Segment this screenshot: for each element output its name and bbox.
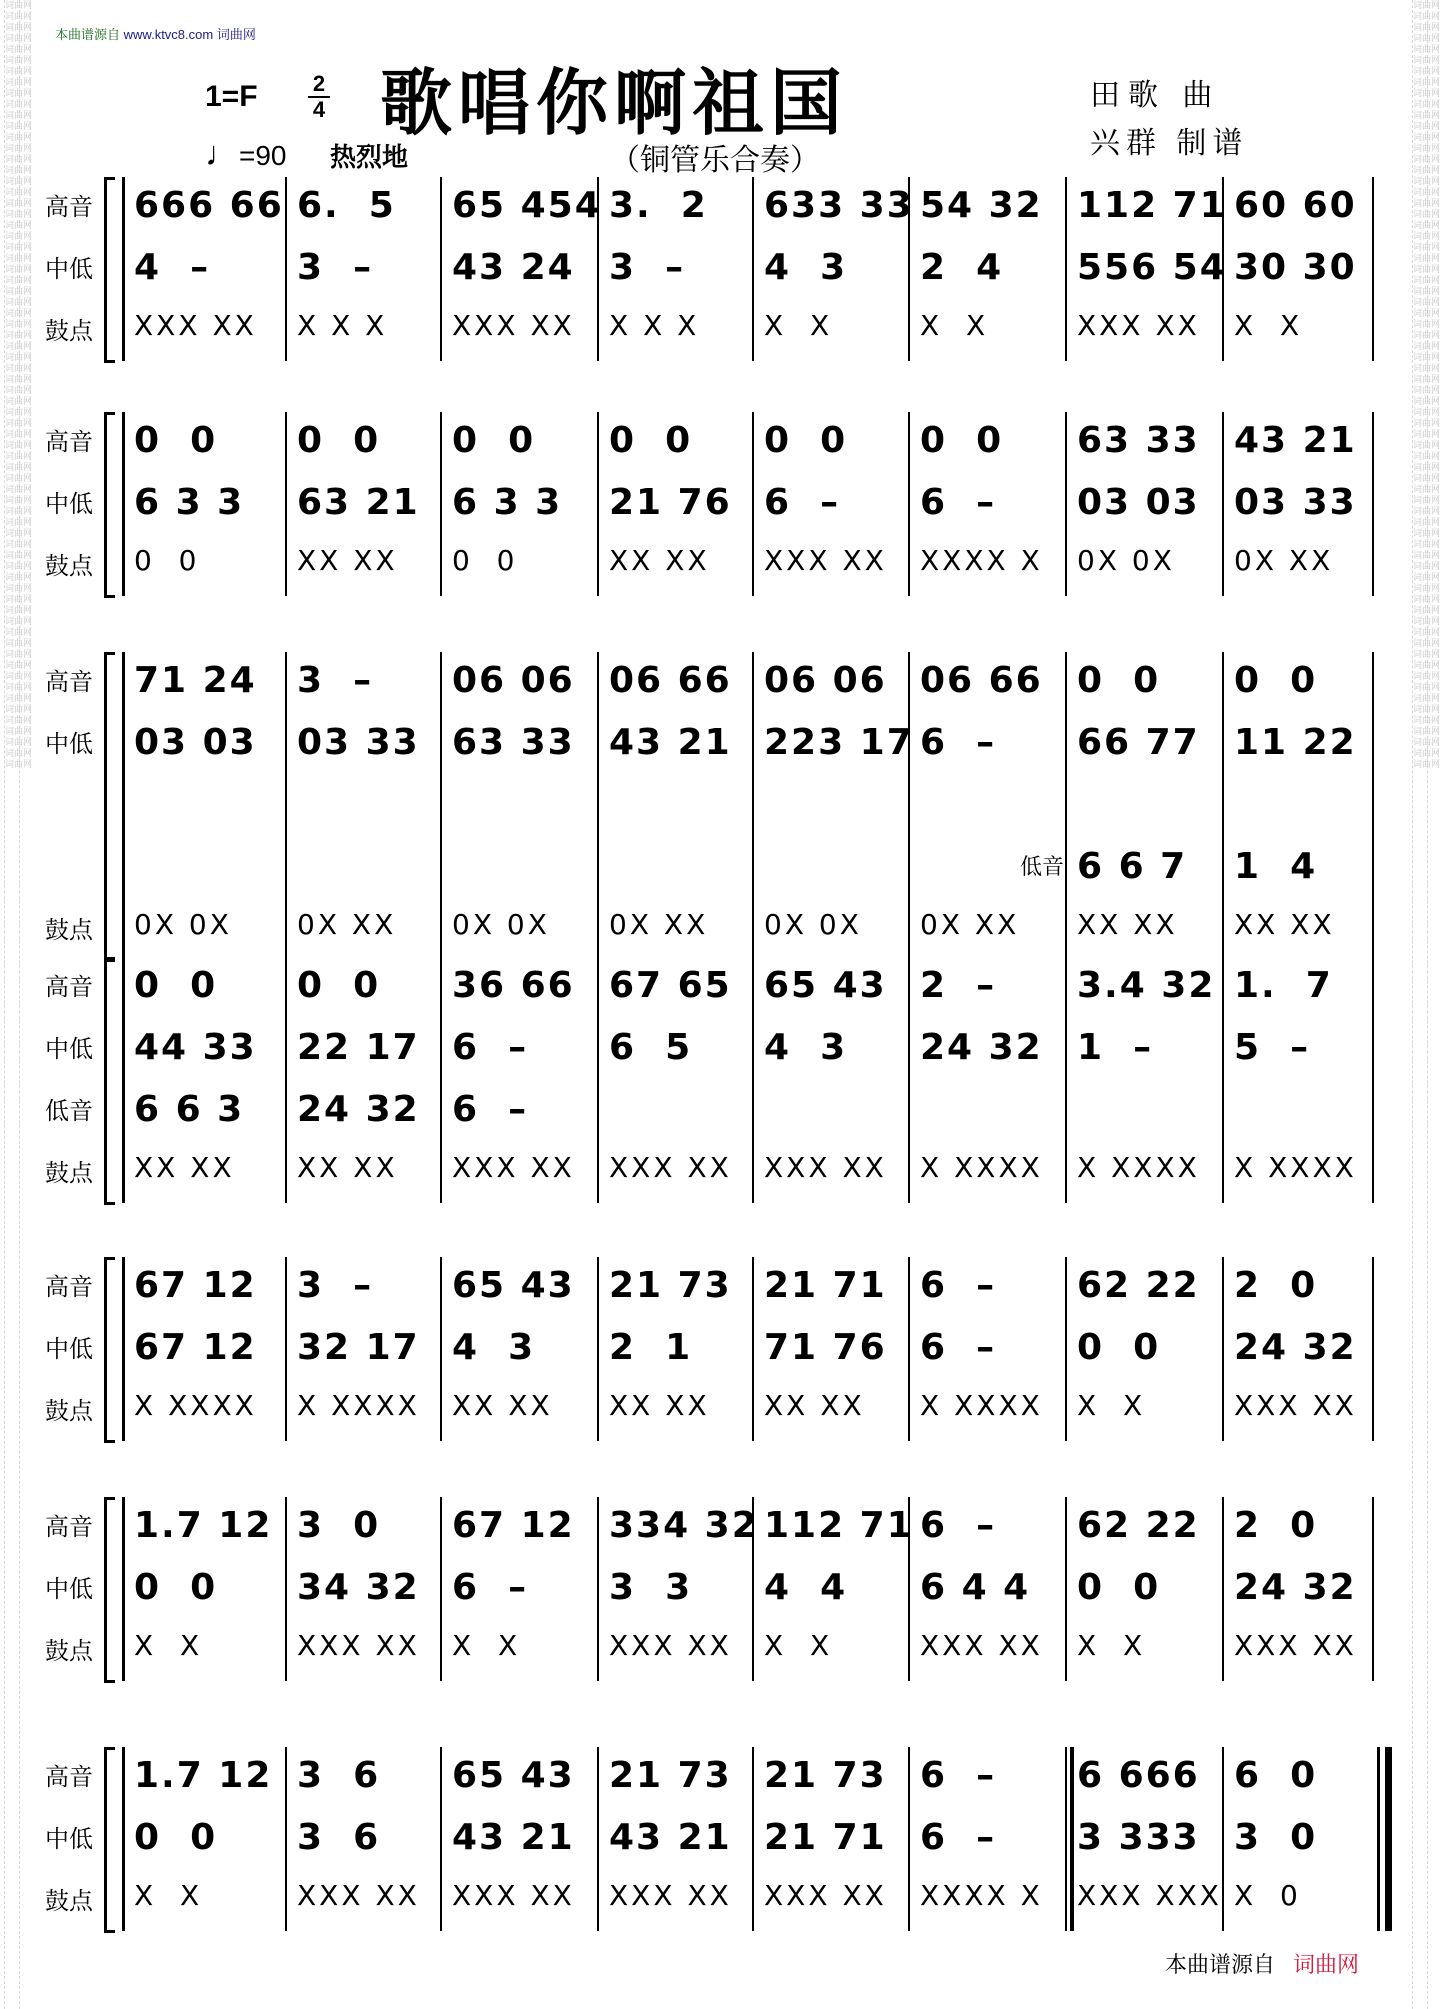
barline <box>752 957 754 1203</box>
score-title: 歌唱你啊祖国 <box>380 60 849 145</box>
measure-midlow: 24 32 <box>920 1027 1043 1068</box>
measure-high: 1.7 12 <box>134 1505 273 1546</box>
measure-midlow: 556 54 <box>1077 247 1227 288</box>
measure-midlow: 43 21 <box>609 722 732 763</box>
row-label-drum: 鼓点 <box>45 1160 93 1187</box>
measure-high: 63 33 <box>1077 420 1200 461</box>
measure-drum: XXX XX <box>764 1879 887 1912</box>
score-system <box>0 1755 1433 1931</box>
measure-drum: XXX XXX <box>1077 1879 1222 1912</box>
composer-credit: 田歌 曲 <box>1090 79 1221 112</box>
barline <box>1065 177 1067 361</box>
measure-drum: X XXXX <box>1077 1151 1200 1184</box>
barline <box>597 1747 599 1931</box>
barline <box>1065 652 1067 960</box>
barline <box>440 1497 442 1681</box>
barline <box>440 1747 442 1931</box>
measure-midlow: 4 – <box>134 247 211 288</box>
row-label-drum: 鼓点 <box>45 1888 93 1915</box>
measure-drum: XXXX X <box>920 1879 1043 1912</box>
barline <box>1065 1747 1067 1931</box>
bottom-source-site: 词曲网 <box>1293 1952 1360 1977</box>
measure-midlow: 66 77 <box>1077 722 1200 763</box>
barline <box>597 652 599 960</box>
barline <box>752 652 754 960</box>
measure-drum: XXX XX <box>1234 1389 1357 1422</box>
measure-high: 6. 5 <box>297 185 396 226</box>
barline <box>285 1497 287 1681</box>
measure-high: 112 71 <box>1077 185 1227 226</box>
score-system <box>0 965 1433 1203</box>
measure-midlow: 2 4 <box>920 247 1004 288</box>
measure-midlow: 6 5 <box>609 1027 693 1068</box>
barline <box>597 412 599 596</box>
measure-drum: XXX XX <box>134 309 257 342</box>
measure-drum: X X <box>134 1629 203 1662</box>
measure-drum: XX XX <box>452 1389 553 1422</box>
barline <box>1222 1257 1224 1441</box>
barline <box>1222 957 1224 1203</box>
measure-high: 0 0 <box>1234 660 1318 701</box>
final-barline-thick <box>1385 1747 1392 1931</box>
system-bracket <box>104 412 115 598</box>
row-label-midlow: 中低 <box>45 1826 93 1853</box>
measure-midlow: 44 33 <box>134 1027 257 1068</box>
top-source-watermark <box>55 24 256 43</box>
measure-drum: XXX XX <box>609 1151 732 1184</box>
measure-midlow: 6 – <box>920 1327 997 1368</box>
measure-drum: X XXXX <box>134 1389 257 1422</box>
final-barline-thin <box>1377 1747 1380 1931</box>
measure-drum: XXX XX <box>452 309 575 342</box>
expression-marking: 热烈地 <box>330 142 409 172</box>
system-start-line <box>122 957 125 1203</box>
measure-drum: 0 0 <box>452 544 518 577</box>
measure-midlow: 3 – <box>609 247 686 288</box>
measure-midlow: 71 76 <box>764 1327 887 1368</box>
measure-drum: 0X XX <box>920 908 1020 941</box>
measure-midlow: 3 333 <box>1077 1817 1200 1858</box>
measure-drum: 0X XX <box>297 908 397 941</box>
measure-midlow: 6 3 3 <box>452 482 563 523</box>
measure-midlow: 63 21 <box>297 482 420 523</box>
row-label-midlow: 中低 <box>45 1036 93 1063</box>
measure-drum: X X X <box>297 309 388 342</box>
measure-midlow: 6 – <box>920 1817 997 1858</box>
measure-bass: 24 32 <box>297 1089 420 1130</box>
barline <box>285 1257 287 1441</box>
measure-high: 0 0 <box>452 420 536 461</box>
measure-high: 334 32 <box>609 1505 759 1546</box>
score-subtitle: （铜管乐合奏） <box>610 144 820 177</box>
measure-high: 67 12 <box>134 1265 257 1306</box>
measure-midlow: 67 12 <box>134 1327 257 1368</box>
measure-drum: XXX XX <box>609 1629 732 1662</box>
measure-bass: 6 6 3 <box>134 1089 245 1130</box>
barline <box>908 957 910 1203</box>
measure-high: 0 0 <box>764 420 848 461</box>
measure-midlow: 03 33 <box>1234 482 1357 523</box>
measure-midlow: 43 21 <box>609 1817 732 1858</box>
measure-midlow: 4 3 <box>764 1027 848 1068</box>
measure-drum: XX XX <box>609 1389 710 1422</box>
measure-drum: X XXXX <box>920 1389 1043 1422</box>
barline <box>1065 1257 1067 1441</box>
row-label-drum: 鼓点 <box>45 917 93 944</box>
measure-high: 62 22 <box>1077 1505 1200 1546</box>
score-system <box>0 420 1433 596</box>
system-bracket <box>104 1497 115 1683</box>
measure-bass: 1 4 <box>1234 846 1318 887</box>
barline <box>752 1747 754 1931</box>
measure-drum: XX XX <box>297 1151 398 1184</box>
measure-midlow: 5 – <box>1234 1027 1311 1068</box>
measure-midlow: 43 24 <box>452 247 575 288</box>
measure-drum: X XXXX <box>297 1389 420 1422</box>
tempo-marking <box>205 135 287 174</box>
measure-high: 1. 7 <box>1234 965 1333 1006</box>
barline <box>285 177 287 361</box>
measure-drum: 0X XX <box>609 908 709 941</box>
measure-midlow: 30 30 <box>1234 247 1357 288</box>
barline <box>1372 652 1374 960</box>
barline <box>440 957 442 1203</box>
measure-drum: X X <box>1077 1389 1146 1422</box>
measure-drum: XXX XX <box>920 1629 1043 1662</box>
measure-drum: XX XX <box>1077 908 1178 941</box>
measure-high: 06 66 <box>920 660 1043 701</box>
barline <box>1065 1497 1067 1681</box>
time-signature <box>308 72 330 122</box>
bottom-source-watermark <box>1165 1948 1359 1979</box>
measure-drum: XXX XX <box>1234 1629 1357 1662</box>
system-start-line <box>122 652 125 960</box>
measure-midlow: 03 03 <box>134 722 257 763</box>
system-bracket <box>104 177 115 363</box>
barline <box>1372 1257 1374 1441</box>
barline <box>440 1257 442 1441</box>
measure-midlow: 11 22 <box>1234 722 1357 763</box>
barline <box>908 652 910 960</box>
measure-drum: X X <box>1234 309 1303 342</box>
score-system <box>0 660 1433 960</box>
measure-drum: X X <box>1077 1629 1146 1662</box>
measure-midlow: 6 – <box>764 482 841 523</box>
measure-drum: XXX XX <box>452 1151 575 1184</box>
barline <box>908 412 910 596</box>
row-label-midlow: 中低 <box>45 731 93 758</box>
measure-drum: XXX XX <box>452 1879 575 1912</box>
measure-high: 3 – <box>297 660 374 701</box>
measure-midlow: 6 – <box>452 1567 529 1608</box>
barline <box>1372 412 1374 596</box>
measure-drum: X X <box>764 1629 833 1662</box>
measure-high: 6 – <box>920 1755 997 1796</box>
measure-high: 0 0 <box>920 420 1004 461</box>
barline <box>752 177 754 361</box>
measure-high: 67 65 <box>609 965 732 1006</box>
time-signature-top: 2 <box>312 71 326 96</box>
barline <box>597 1497 599 1681</box>
quarter-note-icon: ♩ <box>205 135 239 173</box>
row-label-midlow: 中低 <box>45 491 93 518</box>
measure-midlow: 0 0 <box>134 1817 218 1858</box>
key-signature: 1=F <box>205 80 258 113</box>
measure-midlow: 4 3 <box>764 247 848 288</box>
measure-high: 06 06 <box>764 660 887 701</box>
measure-high: 6 666 <box>1077 1755 1200 1796</box>
row-label-high: 高音 <box>45 194 93 221</box>
measure-drum: X 0 <box>1234 1879 1301 1912</box>
system-start-line <box>122 177 125 361</box>
measure-high: 112 71 <box>764 1505 914 1546</box>
measure-high: 633 33 <box>764 185 914 226</box>
measure-bass: 6 6 7 <box>1077 846 1188 887</box>
measure-drum: XXX XX <box>297 1879 420 1912</box>
measure-midlow: 0 0 <box>1077 1327 1161 1368</box>
measure-high: 67 12 <box>452 1505 575 1546</box>
barline <box>597 957 599 1203</box>
barline <box>1372 957 1374 1203</box>
measure-high: 6 0 <box>1234 1755 1318 1796</box>
barline <box>1222 412 1224 596</box>
system-bracket <box>104 957 115 1205</box>
tempo-value: =90 <box>239 140 287 171</box>
measure-drum: 0X XX <box>1234 544 1334 577</box>
measure-drum: XXX XX <box>297 1629 420 1662</box>
row-label-bass: 低音 <box>45 1098 93 1125</box>
measure-high: 06 06 <box>452 660 575 701</box>
measure-midlow: 3 – <box>297 247 374 288</box>
measure-drum: XX XX <box>1234 908 1335 941</box>
measure-drum: X X X <box>609 309 700 342</box>
barline <box>1222 1747 1224 1931</box>
row-label-midlow: 中低 <box>45 1576 93 1603</box>
row-label-midlow: 中低 <box>45 256 93 283</box>
measure-midlow: 03 03 <box>1077 482 1200 523</box>
measure-high: 1.7 12 <box>134 1755 273 1796</box>
measure-midlow: 3 6 <box>297 1817 381 1858</box>
measure-midlow: 21 71 <box>764 1817 887 1858</box>
barline <box>597 1257 599 1441</box>
barline <box>1222 652 1224 960</box>
measure-midlow: 43 21 <box>452 1817 575 1858</box>
measure-high: 3 0 <box>297 1505 381 1546</box>
measure-midlow: 6 3 3 <box>134 482 245 523</box>
measure-midlow: 34 32 <box>297 1567 420 1608</box>
measure-high: 6 – <box>920 1265 997 1306</box>
row-label-high: 高音 <box>45 974 93 1001</box>
measure-high: 62 22 <box>1077 1265 1200 1306</box>
measure-high: 65 43 <box>452 1265 575 1306</box>
measure-midlow: 63 33 <box>452 722 575 763</box>
measure-bass: 6 – <box>452 1089 529 1130</box>
measure-high: 0 0 <box>609 420 693 461</box>
measure-drum: 0X 0X <box>134 908 232 941</box>
left-watermark-strip: 词曲网 词曲网 词曲网 词曲网 词曲网 词曲网 词曲网 词曲网 词曲网 词曲网 词曲网 词曲网 词曲网 词曲网 词曲网 词曲网 词曲网 词曲网 词曲网 词曲网 词曲网 词曲网 词曲网 词曲网 词曲网 词曲网 词曲网 词曲网 词曲网 词曲网 词曲网 词曲网 词曲网 词曲网 词曲网 词曲网 词曲网 词曲网 词曲网 词曲网 词曲网 词曲网 词曲网 词曲网 词曲网 词曲网 词曲网 词曲网 词曲网 词曲网 词曲网 词曲网 词曲网 词曲网 词曲网 词曲网 词曲网 词曲网 词曲网 词曲网 词曲网 词曲网 词曲网 词曲网 词曲网 词曲网 词曲网 词曲网 词曲网 词曲网 <box>4 0 20 2009</box>
system-start-line <box>122 412 125 596</box>
measure-midlow: 6 4 4 <box>920 1567 1031 1608</box>
measure-drum: XX XX <box>297 544 398 577</box>
system-start-line <box>122 1497 125 1681</box>
score-system <box>0 185 1433 361</box>
barline <box>1065 412 1067 596</box>
measure-midlow: 3 3 <box>609 1567 693 1608</box>
measure-high: 06 66 <box>609 660 732 701</box>
measure-drum: X XXXX <box>920 1151 1043 1184</box>
measure-drum: XX XX <box>764 1389 865 1422</box>
barline <box>440 412 442 596</box>
measure-drum: X X <box>920 309 989 342</box>
measure-high: 0 0 <box>297 965 381 1006</box>
measure-midlow: 0 0 <box>1077 1567 1161 1608</box>
measure-drum: 0 0 <box>134 544 200 577</box>
system-start-line <box>122 1257 125 1441</box>
measure-midlow: 32 17 <box>297 1327 420 1368</box>
measure-high: 3. 2 <box>609 185 708 226</box>
measure-drum: 0X 0X <box>1077 544 1175 577</box>
barline <box>1065 957 1067 1203</box>
measure-high: 2 0 <box>1234 1505 1318 1546</box>
measure-midlow: 03 33 <box>297 722 420 763</box>
measure-high: 0 0 <box>134 965 218 1006</box>
score-system <box>0 1505 1433 1681</box>
measure-high: 0 0 <box>1077 660 1161 701</box>
row-label-high: 高音 <box>45 1514 93 1541</box>
barline <box>440 177 442 361</box>
row-label-high: 高音 <box>45 429 93 456</box>
time-signature-bottom: 4 <box>312 97 326 122</box>
measure-midlow: 3 0 <box>1234 1817 1318 1858</box>
barline <box>285 1747 287 1931</box>
barline <box>440 652 442 960</box>
measure-midlow: 24 32 <box>1234 1567 1357 1608</box>
right-watermark-strip: 词曲网 词曲网 词曲网 词曲网 词曲网 词曲网 词曲网 词曲网 词曲网 词曲网 词曲网 词曲网 词曲网 词曲网 词曲网 词曲网 词曲网 词曲网 词曲网 词曲网 词曲网 词曲网 词曲网 词曲网 词曲网 词曲网 词曲网 词曲网 词曲网 词曲网 词曲网 词曲网 词曲网 词曲网 词曲网 词曲网 词曲网 词曲网 词曲网 词曲网 词曲网 词曲网 词曲网 词曲网 词曲网 词曲网 词曲网 词曲网 词曲网 词曲网 词曲网 词曲网 词曲网 词曲网 词曲网 词曲网 词曲网 词曲网 词曲网 词曲网 词曲网 词曲网 词曲网 词曲网 词曲网 词曲网 词曲网 词曲网 词曲网 词曲网 <box>1412 0 1428 2009</box>
measure-midlow: 6 – <box>920 482 997 523</box>
measure-high: 2 – <box>920 965 997 1006</box>
measure-high: 666 66 <box>134 185 284 226</box>
barline <box>285 412 287 596</box>
measure-drum: X XXXX <box>1234 1151 1357 1184</box>
barline <box>1372 1497 1374 1681</box>
measure-midlow: 0 0 <box>134 1567 218 1608</box>
measure-midlow: 1 – <box>1077 1027 1154 1068</box>
barline <box>285 652 287 960</box>
measure-drum: XXX XX <box>764 544 887 577</box>
barline <box>1372 177 1374 361</box>
measure-drum: XXX XX <box>1077 309 1200 342</box>
measure-drum: X X <box>764 309 833 342</box>
measure-midlow: 4 3 <box>452 1327 536 1368</box>
repeat-barline <box>1070 1747 1074 1931</box>
measure-high: 0 0 <box>297 420 381 461</box>
measure-midlow: 4 4 <box>764 1567 848 1608</box>
measure-high: 65 43 <box>452 1755 575 1796</box>
barline <box>1222 1497 1224 1681</box>
score-system <box>0 1265 1433 1441</box>
measure-high: 60 60 <box>1234 185 1357 226</box>
measure-high: 43 21 <box>1234 420 1357 461</box>
measure-high: 0 0 <box>134 420 218 461</box>
bass-inline-label: 低音 <box>1020 854 1065 879</box>
measure-high: 21 73 <box>609 1755 732 1796</box>
measure-high: 36 66 <box>452 965 575 1006</box>
top-source-site: www.ktvc8.com 词曲网 <box>123 27 256 42</box>
system-bracket <box>104 1747 115 1933</box>
row-label-drum: 鼓点 <box>45 318 93 345</box>
system-bracket <box>104 1257 115 1443</box>
measure-high: 3 – <box>297 1265 374 1306</box>
barline <box>752 412 754 596</box>
measure-midlow: 2 1 <box>609 1327 693 1368</box>
measure-high: 65 454 <box>452 185 602 226</box>
measure-high: 21 71 <box>764 1265 887 1306</box>
measure-high: 3 6 <box>297 1755 381 1796</box>
measure-midlow: 22 17 <box>297 1027 420 1068</box>
measure-high: 6 – <box>920 1505 997 1546</box>
measure-drum: XX XX <box>134 1151 235 1184</box>
measure-high: 2 0 <box>1234 1265 1318 1306</box>
measure-drum: XXXX X <box>920 544 1043 577</box>
row-label-drum: 鼓点 <box>45 1638 93 1665</box>
measure-drum: 0X 0X <box>764 908 862 941</box>
measure-midlow: 6 – <box>920 722 997 763</box>
measure-high: 21 73 <box>609 1265 732 1306</box>
system-start-line <box>122 1747 125 1931</box>
measure-midlow: 223 17 <box>764 722 914 763</box>
arranger-credit: 兴群 制谱 <box>1090 127 1249 160</box>
measure-midlow: 6 – <box>452 1027 529 1068</box>
measure-drum: XXX XX <box>609 1879 732 1912</box>
measure-high: 21 73 <box>764 1755 887 1796</box>
measure-drum: XXX XX <box>764 1151 887 1184</box>
barline <box>752 1257 754 1441</box>
system-bracket <box>104 652 115 962</box>
row-label-high: 高音 <box>45 1764 93 1791</box>
row-label-drum: 鼓点 <box>45 553 93 580</box>
bottom-source-text: 本曲谱源自 <box>1165 1952 1276 1977</box>
measure-drum: X X <box>452 1629 521 1662</box>
barline <box>285 957 287 1203</box>
measure-high: 3.4 32 <box>1077 965 1216 1006</box>
measure-high: 71 24 <box>134 660 257 701</box>
top-source-text: 本曲谱源自 <box>55 27 121 42</box>
row-label-drum: 鼓点 <box>45 1398 93 1425</box>
measure-high: 54 32 <box>920 185 1043 226</box>
row-label-high: 高音 <box>45 1274 93 1301</box>
measure-drum: XX XX <box>609 544 710 577</box>
measure-drum: 0X 0X <box>452 908 550 941</box>
measure-midlow: 21 76 <box>609 482 732 523</box>
measure-midlow: 24 32 <box>1234 1327 1357 1368</box>
barline <box>908 1257 910 1441</box>
row-label-high: 高音 <box>45 669 93 696</box>
row-label-midlow: 中低 <box>45 1336 93 1363</box>
measure-high: 65 43 <box>764 965 887 1006</box>
measure-drum: X X <box>134 1879 203 1912</box>
barline <box>908 1747 910 1931</box>
